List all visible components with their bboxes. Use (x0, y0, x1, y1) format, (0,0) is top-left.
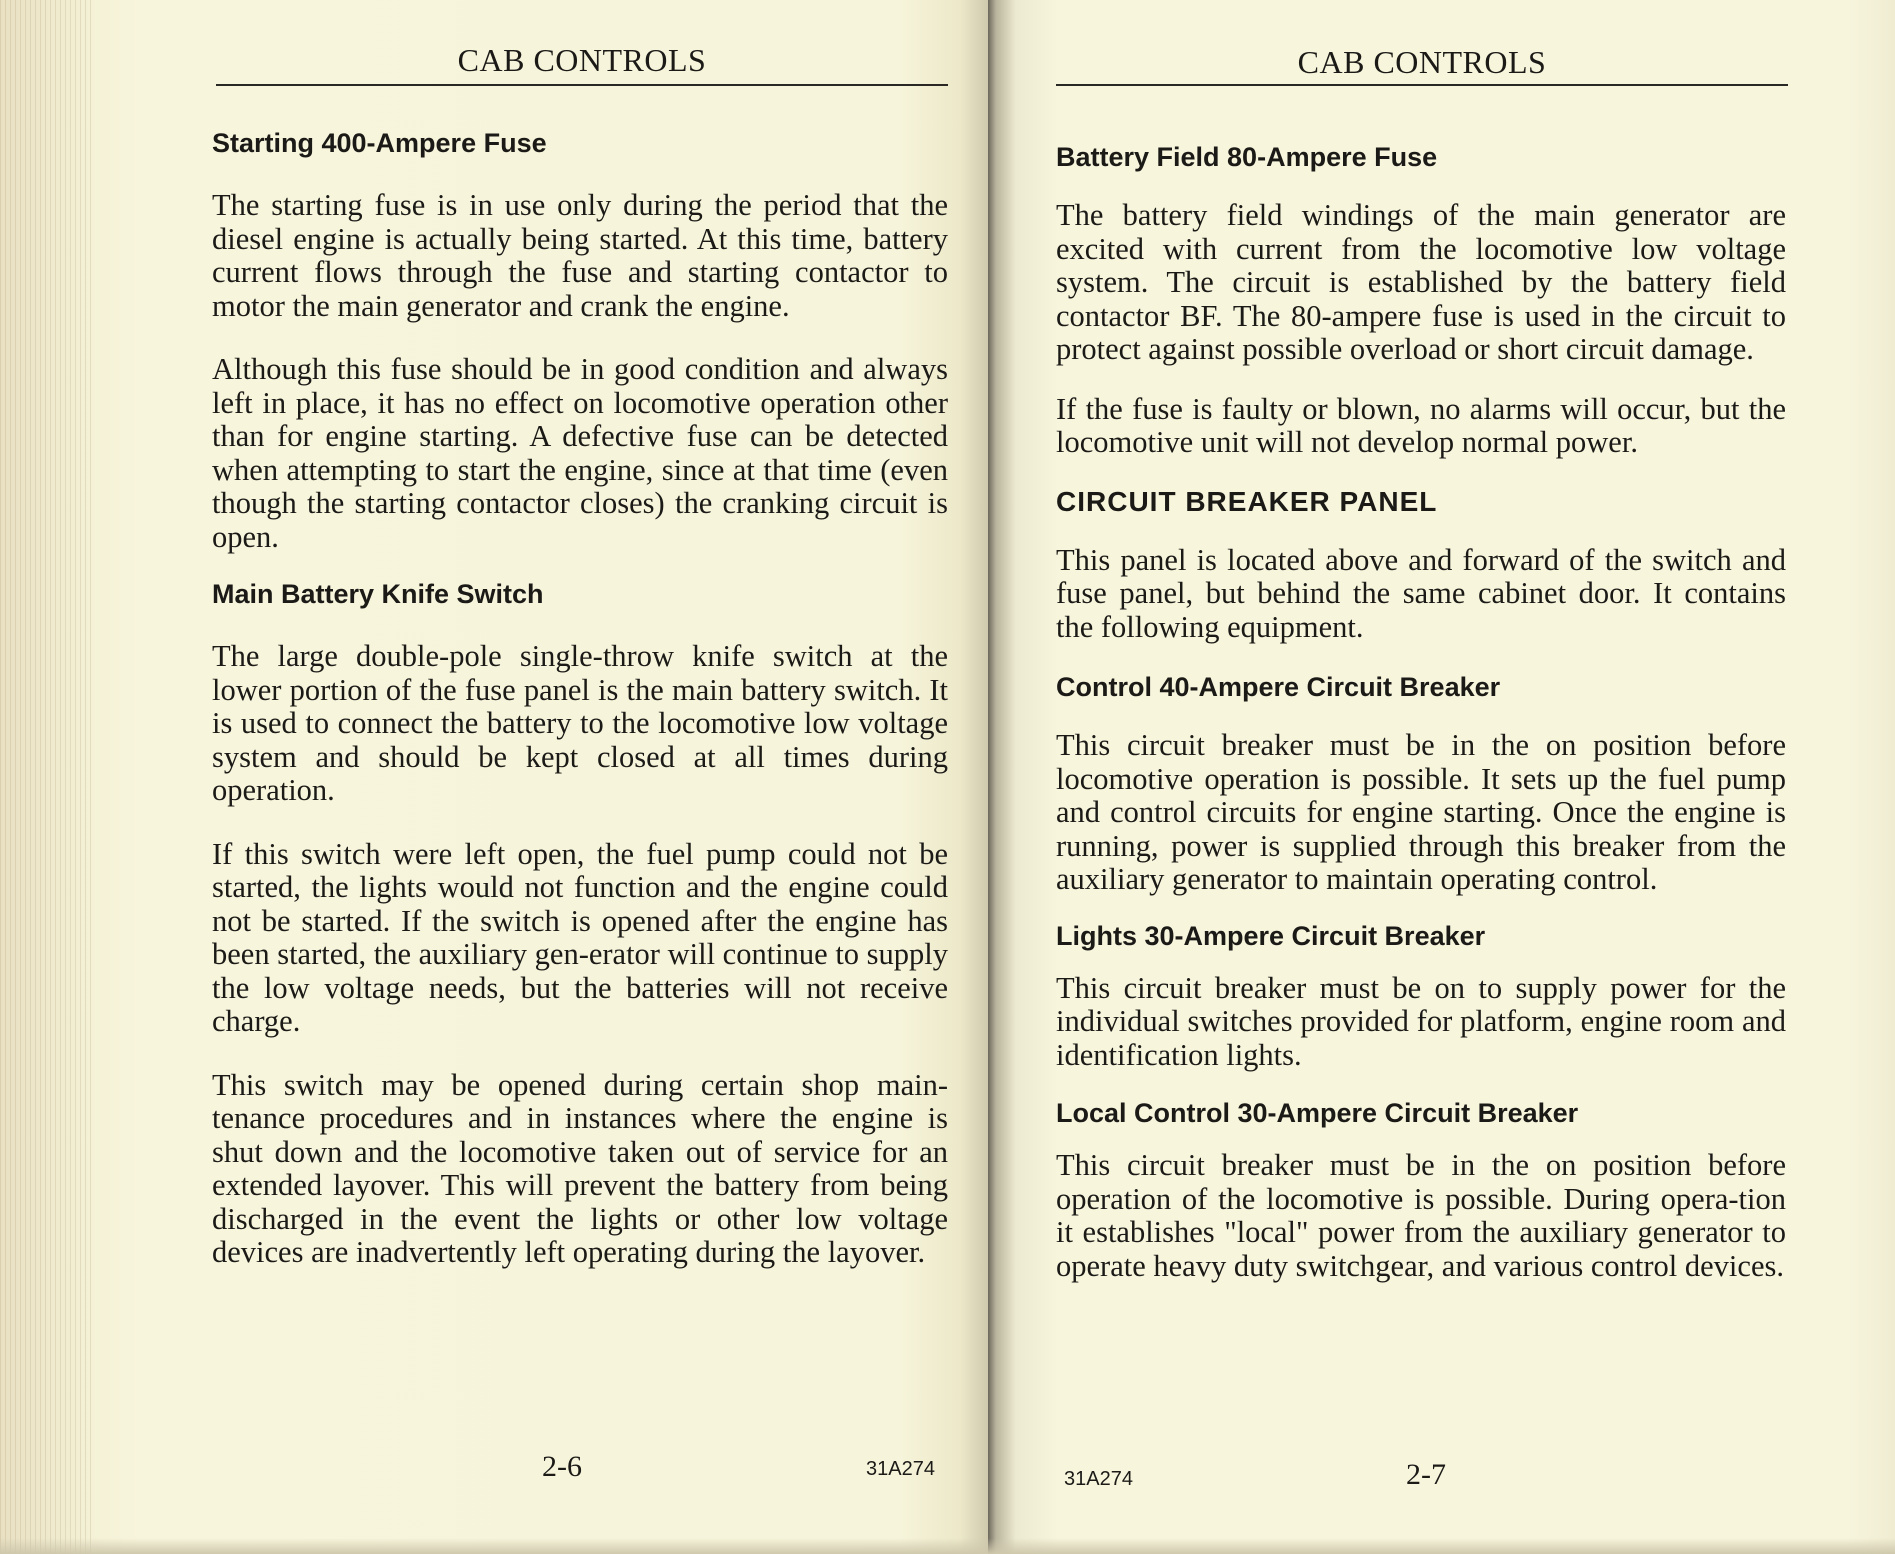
section-heading: Main Battery Knife Switch (212, 579, 544, 609)
left-page-number: 2-6 (542, 1450, 582, 1483)
section-heading: Local Control 30-Ampere Circuit Breaker (1056, 1098, 1579, 1128)
page-edges (0, 0, 95, 1554)
paragraph: This circuit breaker must be in the on position before operation of the locomotive is possible. During opera-tion it establishes "local" power from the auxiliary generator to operate heavy duty switchgear, and various control devices. (1056, 1148, 1786, 1283)
paragraph: The large double-pole single-throw knife switch at the lower portion of the fuse panel is the main battery switch. It is used to connect the battery to the locomotive low voltage system and should be kept closed at all times during operation. (212, 639, 948, 807)
right-content (1056, 142, 1786, 1283)
paragraph: Although this fuse should be in good condition and always left in place, it has no effect on locomotive operation other than for engine starting. A defective fuse can be detected when attempting to start the engine, since at that time (even though the starting contactor closes) the cranking circuit is open. (212, 352, 948, 554)
right-running-head: CAB CONTROLS (1297, 44, 1547, 80)
paragraph: This switch may be opened during certain shop main-tenance procedures and in instances where the engine is shut down and the locomotive taken out of service for an extended layover. This will prevent the battery from being discharged in the event the lights or other low voltage devices are inadvertently left operating during the layover. (212, 1067, 948, 1269)
right-header-rule (1056, 84, 1788, 86)
right-page (988, 0, 1895, 1554)
paragraph: This panel is located above and forward of the switch and fuse panel, but behind the same cabinet door. It contains the following equipment. (1056, 542, 1786, 644)
page-bottom-shadow (0, 1538, 988, 1554)
section-heading: Starting 400-Ampere Fuse (212, 128, 547, 158)
paragraph: The starting fuse is in use only during the period that the diesel engine is actually being started. At this time, battery current flows through the fuse and starting contactor to motor the main generator and crank the engine. (212, 188, 948, 323)
paragraph: This circuit breaker must be in the on position before locomotive operation is possible. It sets up the fuel pump and control circuits for engine starting. Once the engine is running, power is supplied through this breaker from the auxiliary generator to maintain operating control. (1056, 728, 1786, 896)
paragraph: If this switch were left open, the fuel pump could not be started, the lights would not function and the engine could not be started. If the switch is opened after the engine has been started, the auxiliary gen-erator will continue to supply the low voltage needs, but the batteries will not receive charge. (212, 836, 949, 1038)
paragraph: The battery field windings of the main generator are excited with current from the locomotive low voltage system. The circuit is established by the battery field contactor BF. The 80-ampere fuse is used in the circuit to protect against possible overload or short circuit damage. (1056, 198, 1786, 366)
section-heading: Lights 30-Ampere Circuit Breaker (1056, 920, 1486, 951)
left-content (212, 128, 948, 1270)
left-running-head: CAB CONTROLS (457, 42, 707, 78)
paragraph: If the fuse is faulty or blown, no alarms will occur, but the locomotive unit will not develop normal power. (1056, 391, 1786, 459)
page-bottom-shadow (988, 1538, 1895, 1554)
paragraph: This circuit breaker must be on to supply power for the individual switches provided for platform, engine room and identification lights. (1056, 970, 1786, 1072)
left-header-rule (216, 84, 948, 86)
right-page-number: 2-7 (1406, 1458, 1446, 1491)
section-heading: Battery Field 80-Ampere Fuse (1056, 142, 1438, 172)
right-doc-code: 31A274 (1064, 1468, 1133, 1490)
left-doc-code: 31A274 (866, 1458, 935, 1480)
section-heading: Control 40-Ampere Circuit Breaker (1056, 672, 1501, 702)
section-heading: CIRCUIT BREAKER PANEL (1056, 485, 1438, 517)
